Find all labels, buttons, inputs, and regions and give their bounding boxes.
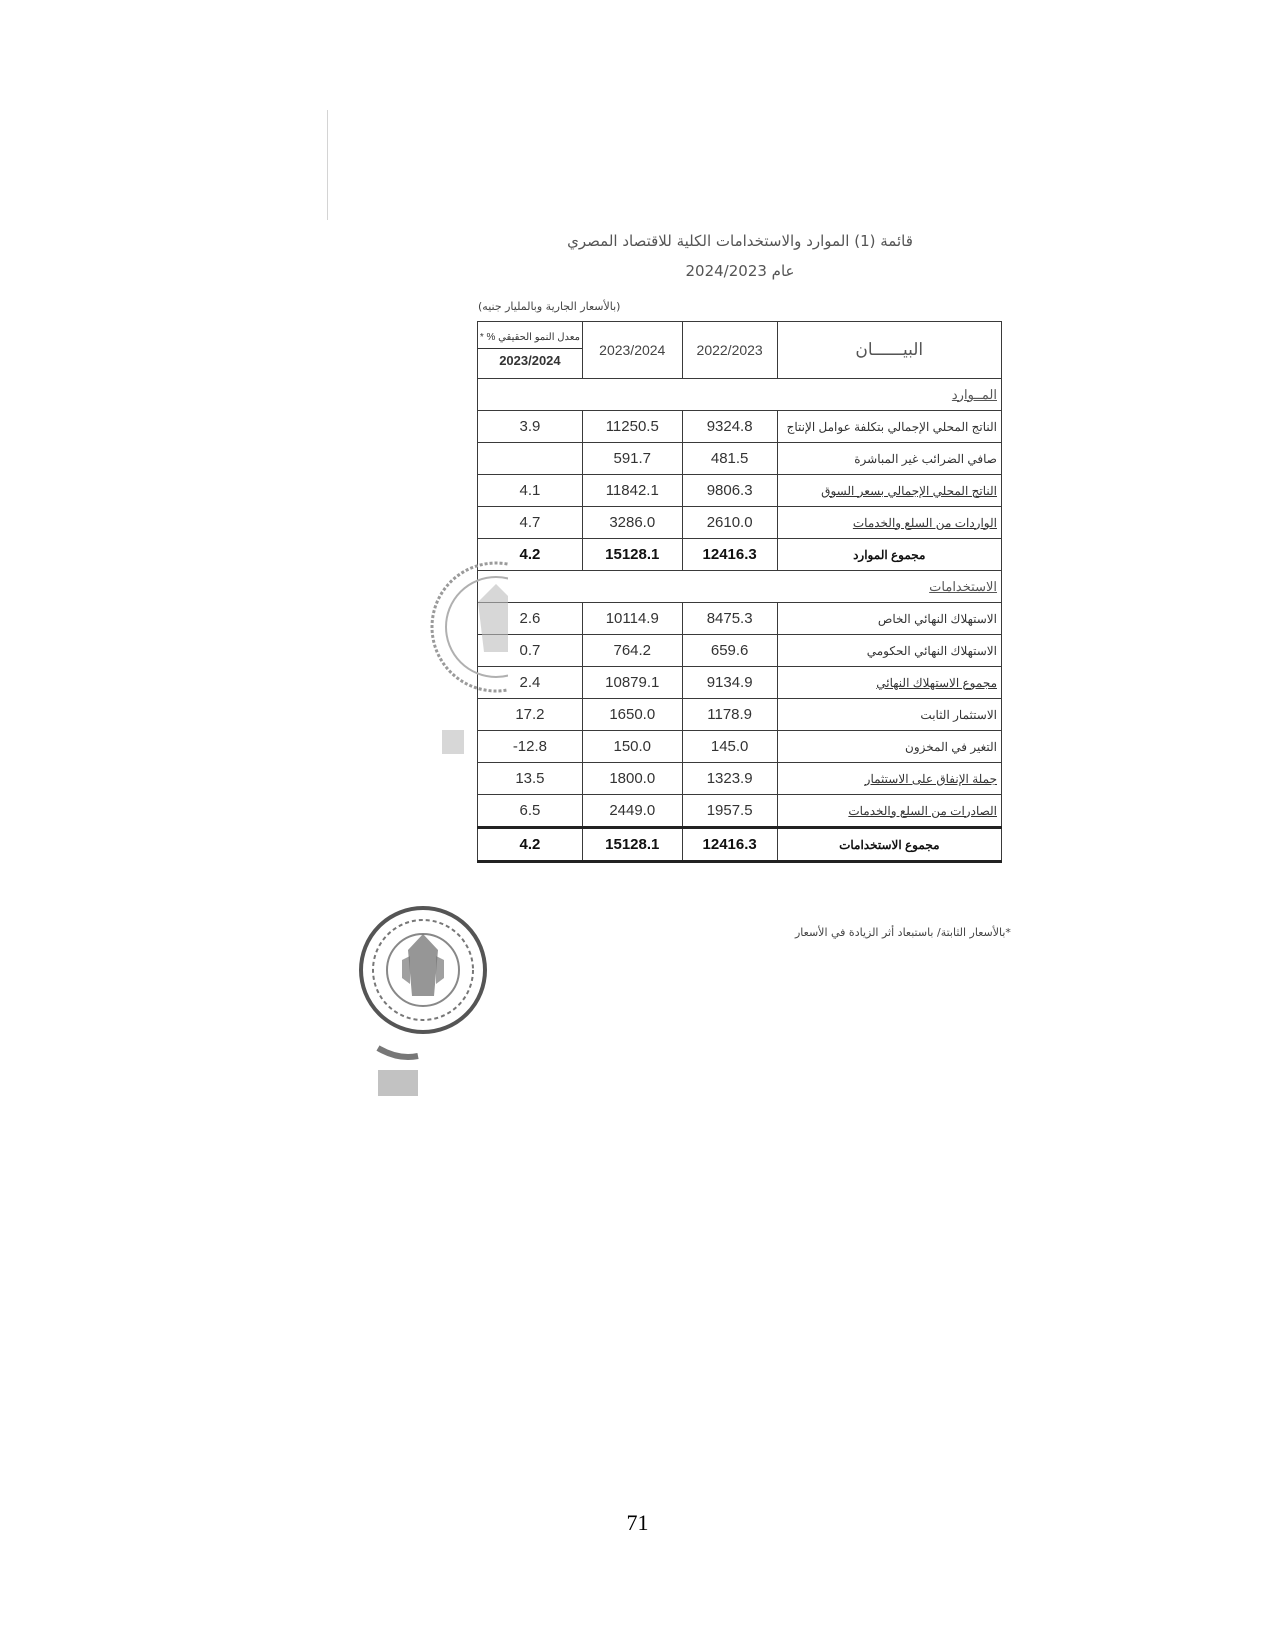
growth-year-header: 2023/2024 [499,352,561,368]
row-label: الواردات من السلع والخدمات [852,515,997,530]
table-row [478,699,1002,731]
row-label: الصادرات من السلع والخدمات [848,803,997,818]
year1-cell: 9134.9 [682,667,777,699]
growth-header-cell [478,322,583,379]
unit-note: (بالأسعار الجارية وبالمليار جنيه) [478,300,621,313]
year2-header: 2023/2024 [582,322,682,379]
year1-cell: 12416.3 [682,828,777,862]
resources-uses-table [477,321,1002,863]
row-label: صافي الضرائب غير المباشرة [777,443,1001,475]
growth-cell: 4.7 [478,507,583,539]
growth-cell: 4.1 [478,475,583,507]
table-row [478,795,1002,828]
table-row [478,507,1002,539]
table-row [478,635,1002,667]
growth-cell: -12.8 [478,731,583,763]
official-stamp-upper [428,532,508,772]
table-title: قائمة (1) الموارد والاستخدامات الكلية للاقتصاد المصري [567,232,913,250]
year2-cell: 764.2 [582,635,682,667]
row-label: الاستثمار الثابت [777,699,1001,731]
table-row [478,763,1002,795]
year1-cell: 1178.9 [682,699,777,731]
table-row [478,731,1002,763]
table-subtitle: عام 2024/2023 [685,262,795,280]
section-row-uses [478,571,1002,603]
row-label: جملة الإنفاق على الاستثمار [864,771,997,786]
growth-cell: 4.2 [478,539,583,571]
year1-cell: 481.5 [682,443,777,475]
year2-cell: 1650.0 [582,699,682,731]
year2-cell: 591.7 [582,443,682,475]
year1-cell: 8475.3 [682,603,777,635]
page-number: 71 [626,1510,649,1535]
growth-cell: 0.7 [478,635,583,667]
year2-cell: 2449.0 [582,795,682,828]
year2-cell: 15128.1 [582,828,682,862]
header-row [478,322,1002,379]
table-row [478,603,1002,635]
row-label: الناتج المحلي الإجمالي بتكلفة عوامل الإنتاج [777,411,1001,443]
table-row [478,443,1002,475]
year1-cell: 1323.9 [682,763,777,795]
label-header: البيــــــان [777,322,1001,379]
year1-header: 2022/2023 [682,322,777,379]
table-row [478,411,1002,443]
growth-header: معدل النمو الحقيقي % * [478,328,582,349]
section-title-uses: الاستخدامات [929,578,997,594]
year1-cell: 659.6 [682,635,777,667]
section-title-resources: المــوارد [951,386,997,402]
table-row [478,667,1002,699]
year2-cell: 150.0 [582,731,682,763]
year2-cell: 11250.5 [582,411,682,443]
growth-cell: 3.9 [478,411,583,443]
year1-cell: 12416.3 [682,539,777,571]
growth-cell: 4.2 [478,828,583,862]
year1-cell: 1957.5 [682,795,777,828]
year1-cell: 2610.0 [682,507,777,539]
growth-cell [478,443,583,475]
row-label: التغير في المخزون [777,731,1001,763]
footnote: *بالأسعار الثابتة/ باستبعاد أثر الزيادة في الأسعار [795,926,1011,939]
growth-cell: 2.4 [478,667,583,699]
total-row [478,539,1002,571]
official-stamp-lower [358,860,488,1120]
row-label: الاستهلاك النهائي الحكومي [777,635,1001,667]
growth-cell: 2.6 [478,603,583,635]
row-label: مجموع الموارد [777,539,1001,571]
year2-cell: 11842.1 [582,475,682,507]
year1-cell: 9324.8 [682,411,777,443]
year2-cell: 10879.1 [582,667,682,699]
growth-cell: 6.5 [478,795,583,828]
row-label: مجموع الاستهلاك النهائي [876,675,997,690]
section-row-resources [478,379,1002,411]
growth-cell: 17.2 [478,699,583,731]
table-row [478,475,1002,507]
year2-cell: 15128.1 [582,539,682,571]
row-label: مجموع الاستخدامات [777,828,1001,862]
total-row [478,828,1002,862]
scan-artifact-line [327,110,328,220]
row-label: الناتج المحلي الإجمالي بسعر السوق [821,483,997,498]
row-label: الاستهلاك النهائي الخاص [777,603,1001,635]
year2-cell: 3286.0 [582,507,682,539]
year1-cell: 145.0 [682,731,777,763]
year2-cell: 10114.9 [582,603,682,635]
year1-cell: 9806.3 [682,475,777,507]
growth-cell: 13.5 [478,763,583,795]
year2-cell: 1800.0 [582,763,682,795]
